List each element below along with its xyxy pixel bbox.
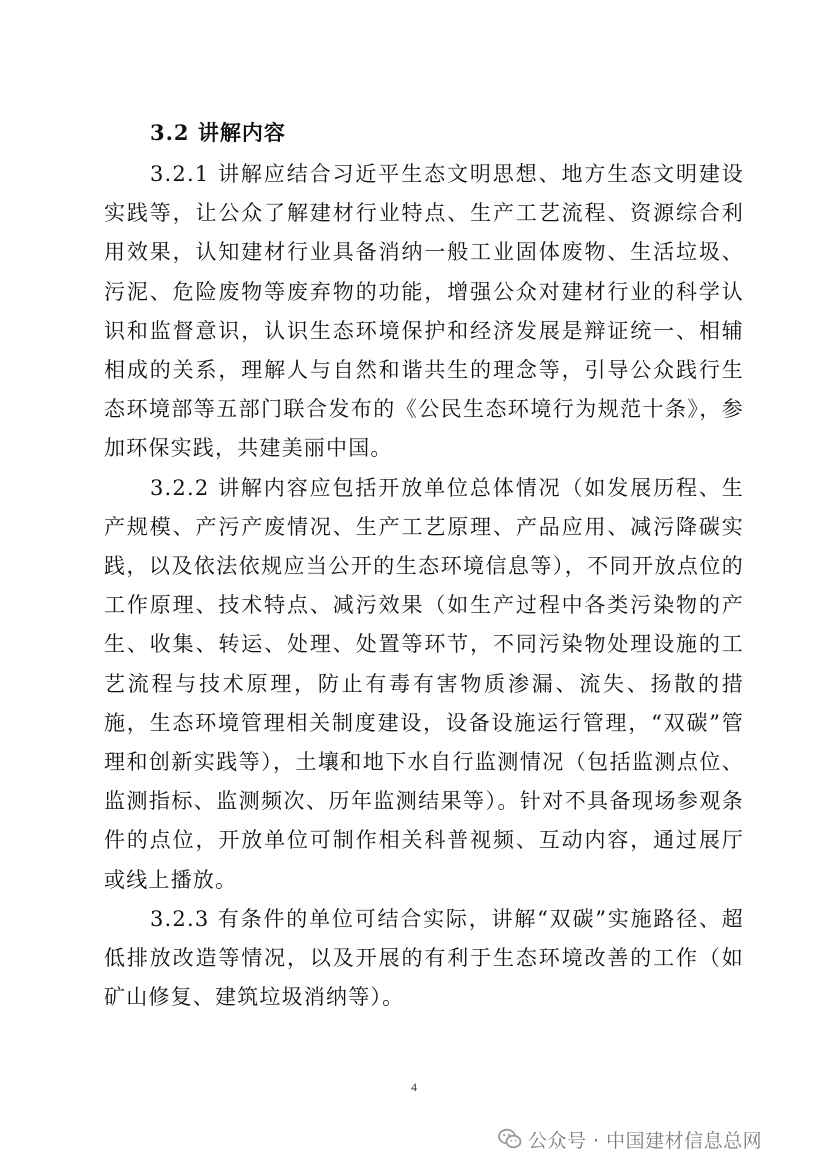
watermark-text: 公众号 · 中国建材信息总网	[528, 1129, 763, 1152]
paragraph-3-2-2: 3.2.2 讲解内容应包括开放单位总体情况（如发展历程、生产规模、产污产废情况、生产工艺原理、产品应用、减污降碳实践，以及依法依规应当公开的生态环境信息等），不同开放点位的工作原理、技术特点、减污效果（如生产过程中各类污染物的产生、收集、转运、处理、处置等环节，不同污染物处理设施的工艺流程与技术原理，防止有毒有害物质渗漏、流失、扬散的措施，生态环境管理相关制度建设，设备设施运行管理，“双碳”管理和创新实践等），土壤和地下水自行监测情况（包括监测点位、监测指标、监测频次、历年监测结果等）。针对不具备现场参观条件的点位，开放单位可制作相关科普视频、互动内容，通过展厅或线上播放。	[104, 475, 744, 892]
watermark	[498, 1124, 762, 1154]
paragraph-3-2-1: 3.2.1 讲解应结合习近平生态文明思想、地方生态文明建设实践等，让公众了解建材行业特点、生产工艺流程、资源综合利用效果，认知建材行业具备消纳一般工业固体废物、生活垃圾、污泥、危险废物等废弃物的功能，增强公众对建材行业的科学认识和监督意识，认识生态环境保护和经济发展是辩证统一、相辅相成的关系，理解人与自然和谐共生的理念等，引导公众践行生态环境部等五部门联合发布的《公民生态环境行为规范十条》，参加环保实践，共建美丽中国。	[104, 162, 744, 461]
section-body	[104, 155, 744, 1017]
page-number: 4	[411, 1080, 417, 1094]
section-heading: 3.2 讲解内容	[150, 120, 286, 145]
wechat-icon	[498, 1128, 522, 1150]
paragraph-3-2-3: 3.2.3 有条件的单位可结合实际，讲解“双碳”实施路径、超低排放改造等情况，以及开展的有利于生态环境改善的工作（如矿山修复、建筑垃圾消纳等）。	[104, 906, 744, 1010]
